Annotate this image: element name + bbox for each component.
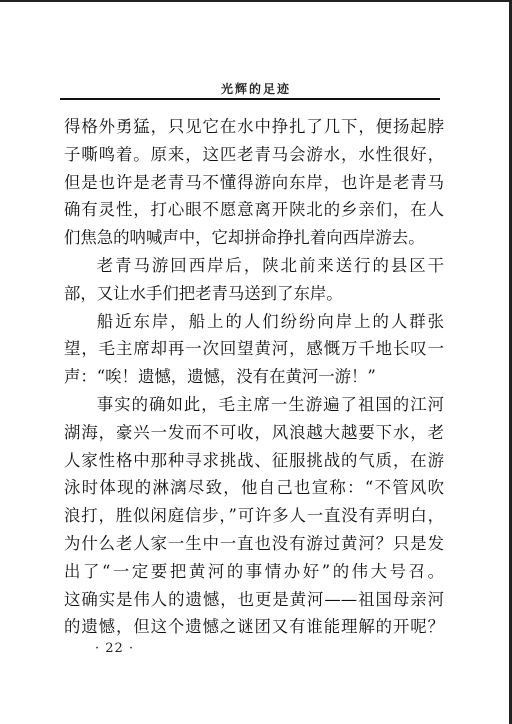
paragraph	[64, 391, 444, 641]
running-header	[0, 78, 512, 97]
text-line: 望，毛主席却再一次回望黄河，感慨万千地长叹一	[64, 339, 444, 359]
text-line: 为什么老人家一生中一直也没有游过黄河？只是发	[64, 533, 444, 553]
text-line: 部，又让水手们把老青马送到了东岸。	[64, 283, 343, 303]
text-line: 确有灵性，打心眼不愿意离开陕北的乡亲们，在人	[64, 200, 444, 220]
running-header-title: 光辉的足迹	[220, 82, 291, 96]
text-line: 老青马游回西岸后，陕北前来送行的县区干	[96, 255, 444, 275]
text-line: 人家性格中那种寻求挑战、征服挑战的气质，在游	[64, 450, 444, 470]
text-line: 声：“唉！遗憾，遗憾，没有在黄河一游！”	[64, 367, 376, 387]
text-line: 泳时体现的淋漓尽致，他自己也宣称：“不管风吹	[64, 478, 444, 498]
text-line: 子嘶鸣着。原来，这匹老青马会游水，水性很好，	[64, 144, 444, 164]
text-line: 船近东岸，船上的人们纷纷向岸上的人群张	[96, 311, 444, 331]
text-line: 事实的确如此，毛主席一生游遍了祖国的江河	[96, 394, 444, 414]
text-line: 的遗憾，但这个遗憾之谜团又有谁能理解的开呢？	[64, 617, 444, 637]
text-line: 们焦急的呐喊声中，它却拼命挣扎着向西岸游去。	[64, 228, 425, 248]
text-line: 得格外勇猛，只见它在水中挣扎了几下，便扬起脖	[64, 117, 444, 136]
paragraph	[64, 113, 444, 252]
header-rule	[60, 98, 440, 100]
text-line: 湖海，豪兴一发而不可收，风浪越大越要下水，老	[64, 422, 444, 442]
paragraph	[64, 308, 444, 391]
scan-edge-top	[0, 0, 512, 2]
body-text	[64, 113, 444, 641]
paragraph	[64, 252, 444, 308]
text-line: 浪打，胜似闲庭信步，”可许多人一直没有弄明白，	[64, 506, 444, 526]
page-number: · 22 ·	[95, 641, 135, 656]
text-line: 但是也许是老青马不懂得游向东岸，也许是老青马	[64, 172, 444, 192]
text-line: 出了“一定要把黄河的事情办好”的伟大号召。	[64, 561, 444, 581]
text-line: 这确实是伟人的遗憾，也更是黄河——祖国母亲河	[64, 589, 444, 609]
